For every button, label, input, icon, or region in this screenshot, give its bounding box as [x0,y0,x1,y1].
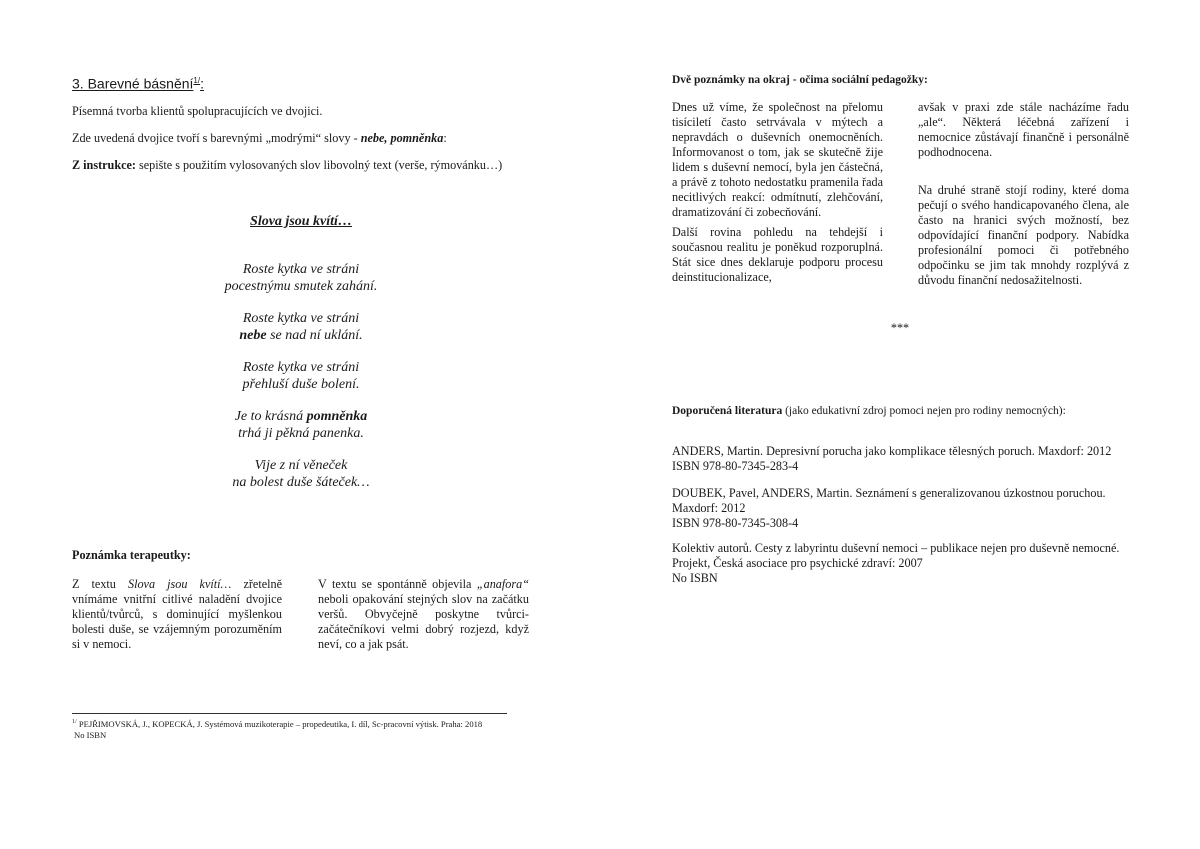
poem-line-rest: se nad ní uklání. [266,328,363,343]
poem-line: Roste kytka ve stráni [242,311,360,326]
note-col2-post: neboli opakování stejných slov na začátku veršů. Obvyčejně poskytne tvůrci-začátečníkovi velmi dobrý rozjezd, když neví, co a jak psát. [318,592,529,651]
poem-word-pomnenka: pomněnka [306,409,368,424]
literature-heading-rest: (jako edukativní zdroj pomoci nejen pro rodiny nemocných): [782,405,1066,417]
reference-3-line-1: Kolektiv autorů. Cesty z labyrintu duševní nemoci – publikace nejen pro duševně nemocné. [672,541,1120,555]
poem-line: Vije z ní věneček [254,458,348,473]
note-col2-italic: „anafora“ [476,577,529,591]
intro-line-2-bold: nebe, pomněnka [360,131,444,145]
section-heading-colon: : [200,75,204,92]
separator: *** [890,321,910,335]
section-heading [72,72,204,93]
reference-1-line-2: ISBN 978-80-7345-283-4 [672,459,799,473]
poem-line: Roste kytka ve stráni [242,262,360,277]
literature-heading-bold: Doporučená literatura [672,405,783,417]
reference-2-line-1: DOUBEK, Pavel, ANDERS, Martin. Seznámení s generalizovanou úzkostnou poruchou. [672,486,1106,500]
poem-line: trhá ji pěkná panenka. [238,426,364,441]
note-col1-italic: Slova jsou kvítí… [127,577,232,591]
reference-3-line-2: Projekt, Česká asociace pro psychické zdraví: 2007 [672,556,923,570]
footnote-rule [72,713,507,714]
footnote [72,716,532,730]
right-column-2 [918,100,1129,288]
section-heading-text: 3. Barevné básnění [72,75,194,92]
intro-line-2-post: : [443,131,447,145]
footnote-line-2: No ISBN [74,730,107,740]
intro-line-2 [72,131,447,146]
poem-line-pre: Je to krásná [234,409,307,424]
poem [72,213,530,491]
reference-2-line-3: ISBN 978-80-7345-308-4 [672,516,799,530]
right-col2-paragraph-2: Na druhé straně stojí rodiny, které doma pečují o svého handicapovaného člena, ale často na hranici svých možností, bez odpovídající finanční podpory. Nabídka profesionální pomoci či potřebného odpočinku se jim tak mnohdy rozplývá z důvodu finanční nedosažitelnosti. [918,183,1129,287]
poem-line: přehluší duše bolení. [242,377,360,392]
right-col1-paragraph-1: Dnes už víme, že společnost na přelomu tisíciletí často setrvávala v mýtech a nepravdách o duševních onemocněních. Informovanost o tom, jak se skutečně žije lidem s duševní nemocí, byla jen částečná, a právě z tohoto nedostatku pramenila řada necitlivých reakcí: odmítnutí, zlehčování, dramatizování či zobecňování. [672,100,883,219]
poem-line: na bolest duše šáteček… [232,475,370,490]
instruction-text: sepište s použitím vylosovaných slov libovolný text (verše, rýmovánku…) [135,158,503,172]
note-col2-pre: V textu se spontánně objevila [318,577,477,591]
note-heading: Poznámka terapeutky: [72,548,191,562]
poem-word-nebe: nebe [239,328,267,343]
intro-line-2-pre: Zde uvedená dvojice tvoří s barevnými „modrými“ slovy - [72,131,361,145]
instruction-label: Z instrukce: [72,158,136,172]
note-column-1 [72,577,282,652]
note-col1-pre: Z textu [72,577,128,591]
poem-line: Roste kytka ve stráni [242,360,360,375]
footnote-sup: 1/ [72,719,77,725]
poem-title: Slova jsou kvítí… [250,214,352,229]
right-col1-paragraph-2: Další rovina pohledu na tehdejší i současnou realitu je poněkud rozporuplná. Stát sice dnes deklaruje podporu procesu deinstitucionalizace, [672,225,883,284]
right-column-1 [672,100,883,285]
reference-1 [672,444,1111,474]
note-col1-post: zřetelně vnímáme vnitřní citlivé naladění dvojice klientů/tvůrců, s dominující myšlenkou bolesti duše, se vzájemným porozuměním si v nemoci. [72,577,282,651]
reference-2 [672,486,1106,531]
right-heading: Dvě poznámky na okraj - očima sociální pedagožky: [672,74,928,86]
footnote-line-1: PEJŘIMOVSKÁ, J., KOPECKÁ, J. Systémová muzikoterapie – propedeutika, I. díl, Sc-pracovní výtisk. Praha: 2018 [76,718,483,729]
note-column-2 [318,577,529,652]
reference-1-line-1: ANDERS, Martin. Depresivní porucha jako komplikace tělesných poruch. Maxdorf: 2012 [672,444,1112,458]
poem-line [72,408,530,425]
poem-line [72,327,530,344]
reference-3 [672,541,1119,586]
reference-2-line-2: Maxdorf: 2012 [672,501,746,515]
reference-3-line-3: No ISBN [672,571,718,585]
section-heading-sup: 1/ [193,76,201,85]
literature-heading [672,404,1066,419]
poem-line: pocestnýmu smutek zahání. [224,279,378,294]
instruction [72,158,502,173]
right-col2-paragraph-1: avšak v praxi zde stále nacházíme řadu „ale“. Některá léčebná zařízení i nemocnice zůstávají finančně i personálně podhodnocena. [918,100,1129,159]
intro-line-1: Písemná tvorba klientů spolupracujících ve dvojici. [72,104,323,118]
